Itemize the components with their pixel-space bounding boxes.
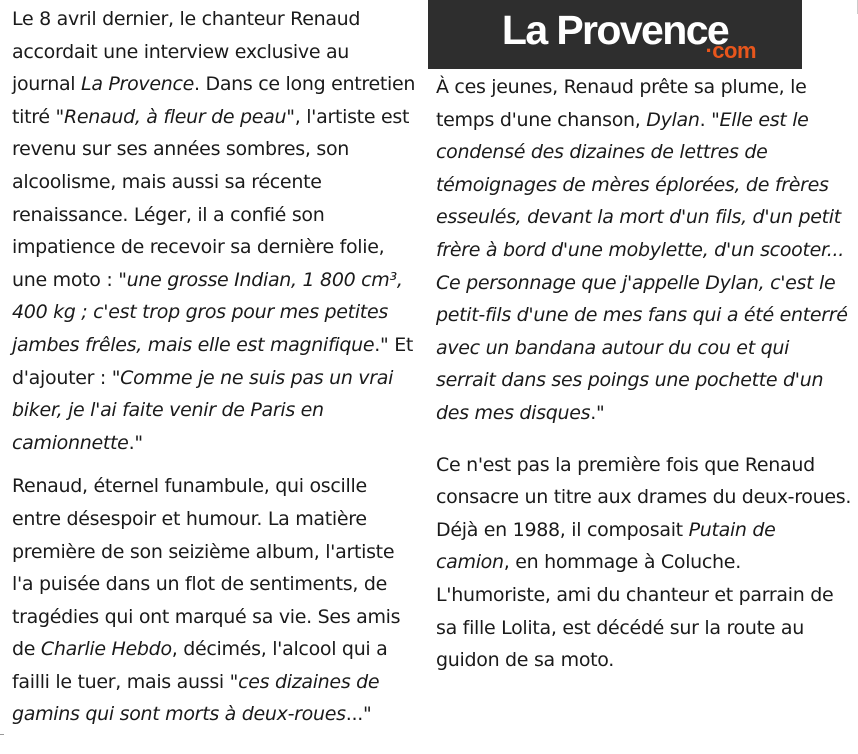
- paragraph-spacer: [436, 430, 852, 449]
- italic-text-run: Charlie Hebdo: [40, 638, 172, 661]
- text-run: Le 8 avril dernier, le chanteur Renaud accordait une interview exclusive au journal: [12, 8, 361, 96]
- text-run: . ": [699, 108, 720, 131]
- corner-mark: [0, 734, 4, 735]
- italic-text-run: Comme je ne suis pas un vrai biker, je l'ai faite venir de Paris en camionnette: [12, 366, 394, 454]
- left-article-column: [12, 3, 417, 731]
- text-run: . Dans ce long entretien titré ": [12, 73, 416, 128]
- la-provence-logo[interactable]: [428, 0, 802, 69]
- text-run: ." Et d'ajouter : ": [12, 333, 414, 389]
- italic-text-run: Elle est le condensé des dizaines de lettres de témoignages de mères éplorées, de frères esseulés, devant la mort d'un fils, d'un petit frère à bord d'une mobylette, d'un scooter... Ce personnage que j'appelle Dylan, c'est le petit-fils d'une de mes fans qui a été enterré avec un bandana autour du cou et qui serrait dans ses poings une pochette d'un des mes disques: [436, 108, 848, 424]
- text-run: À ces jeunes, Renaud prête sa plume, le temps d'une chanson,: [436, 76, 807, 131]
- text-run: , décimés, l'alcool qui a failli le tuer, mais aussi ": [12, 638, 388, 693]
- text-run: .": [590, 401, 605, 424]
- text-run: , en hommage à Coluche. L'humoriste, ami du chanteur et parrain de sa fille Lolita, est décédé sur la route au guidon de sa moto.: [436, 551, 834, 672]
- text-run: ...": [345, 703, 372, 726]
- text-run: Ce n'est pas la première fois que Renaud consacre un titre aux drames du deux-roues. Déjà en 1988, il composait: [436, 453, 852, 541]
- italic-text-run: Renaud, à fleur de peau: [63, 105, 287, 128]
- left-paragraph-1: [12, 3, 417, 459]
- italic-text-run: Dylan: [646, 108, 700, 131]
- text-run: Renaud, éternel funambule, qui oscille entre désespoir et humour. La matière première de son seizième album, l'artiste l'a puisée dans un flot de sentiments, de tragédies qui ont marqué sa vie. Ses amis de: [12, 475, 401, 661]
- paragraph-spacer: [12, 459, 417, 470]
- text-run: ", l'artiste est revenu sur ses années sombres, son alcoolisme, mais aussi sa récente renaissance. Léger, il a confié son impatience de recevoir sa dernière folie, une moto : ": [12, 105, 410, 291]
- text-run: .": [128, 431, 143, 454]
- right-article-column: [436, 71, 852, 677]
- italic-text-run: une grosse Indian, 1 800 cm³, 400 kg ; c'est trop gros pour mes petites jambes frêles, mais elle est magnifique: [12, 268, 403, 356]
- italic-text-run: La Provence: [81, 73, 195, 96]
- logo-wordmark: La Provence: [501, 7, 729, 53]
- right-paragraph-2: [436, 449, 852, 677]
- logo-domain-suffix: ·com: [705, 38, 756, 63]
- right-paragraph-1: [436, 71, 852, 430]
- italic-text-run: ces dizaines de gamins qui sont morts à deux-roues: [12, 670, 380, 726]
- left-paragraph-2: [12, 470, 417, 731]
- italic-text-run: Putain de camion: [436, 518, 776, 574]
